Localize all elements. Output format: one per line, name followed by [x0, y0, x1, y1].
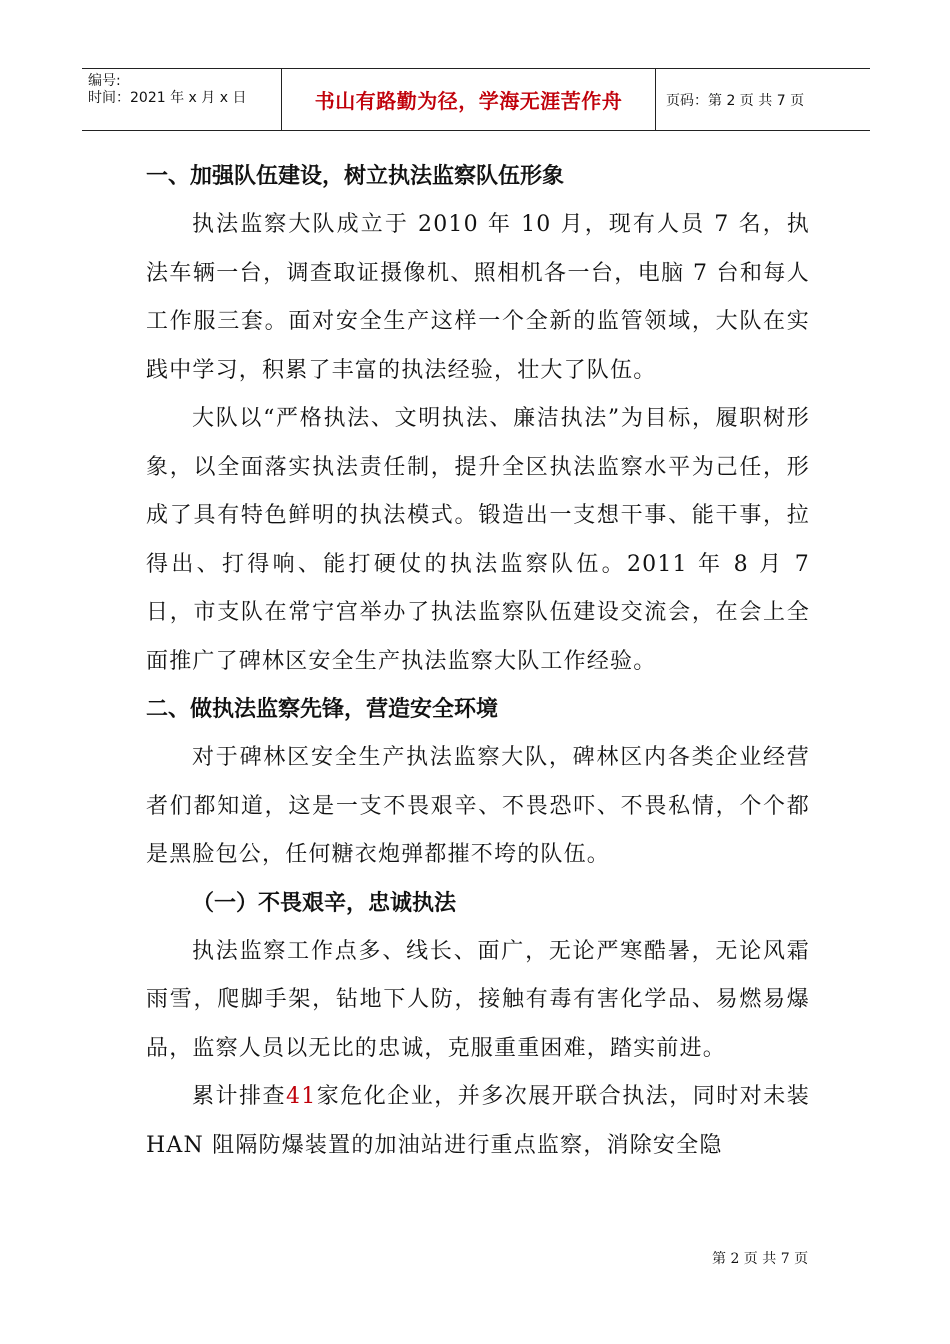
- paragraph-4: 执法监察工作点多、线长、面广，无论严寒酷暑，无论风霜雨雪，爬脚手架，钻地下人防，接触有毒有害化学品、易燃易爆品，监察人员以无比的忠诚，克服重重困难，踏实前进。: [146, 938, 810, 1061]
- section-2-title: 二、做执法监察先锋，营造安全环境: [146, 697, 499, 722]
- number-label: 编号:: [88, 73, 121, 89]
- highlighted-number: 41: [286, 1084, 317, 1109]
- paragraph-5-rest: 家危化企业，并多次展开联合执法，同时对未装 HAN 阻隔防爆装置的加油站进行重点监察，消除安全隐: [146, 1084, 810, 1158]
- time-label: 时间：2021 年 x 月 x 日: [88, 90, 247, 106]
- header-motto: 书山有路勤为径，学海无涯苦作舟: [282, 69, 656, 130]
- paragraph-2: 大队以“严格执法、文明执法、廉洁执法”为目标，履职树形象，以全面落实执法责任制，提升全区执法监察水平为己任，形成了具有特色鲜明的执法模式。锻造出一支想干事、能干事，拉得出、打得响、能打硬仗的执法监察队伍。2011 年 8 月 7 日，市支队在常宁宫举办了执法监察队伍建设交流会，在会上全面推广了碑林区安全生产执法监察大队工作经验。: [146, 406, 810, 674]
- header-page-label: 页码：第 2 页 共 7 页: [666, 92, 805, 109]
- paragraph-1: 执法监察大队成立于 2010 年 10 月，现有人员 7 名，执法车辆一台，调查取证摄像机、照相机各一台，电脑 7 台和每人工作服三套。面对安全生产这样一个全新的监管领域，大队在实践中学习，积累了丰富的执法经验，壮大了队伍。: [146, 212, 810, 383]
- page-footer: 第 2 页 共 7 页: [712, 1251, 809, 1267]
- subsection-1-title: （一）不畏艰辛，忠诚执法: [192, 890, 457, 916]
- paragraph-3: 对于碑林区安全生产执法监察大队，碑林区内各类企业经营者们都知道，这是一支不畏艰辛、不畏恐吓、不畏私情，个个都是黑脸包公，任何糖衣炮弹都摧不垮的队伍。: [146, 745, 810, 867]
- section-1-title: 一、加强队伍建设，树立执法监察队伍形象: [146, 164, 565, 189]
- paragraph-5-start: 累计排查: [192, 1084, 287, 1109]
- header-meta: [82, 69, 282, 130]
- paragraph-5: [146, 1073, 810, 1170]
- page-header: [82, 68, 870, 131]
- document-body: [146, 153, 810, 1170]
